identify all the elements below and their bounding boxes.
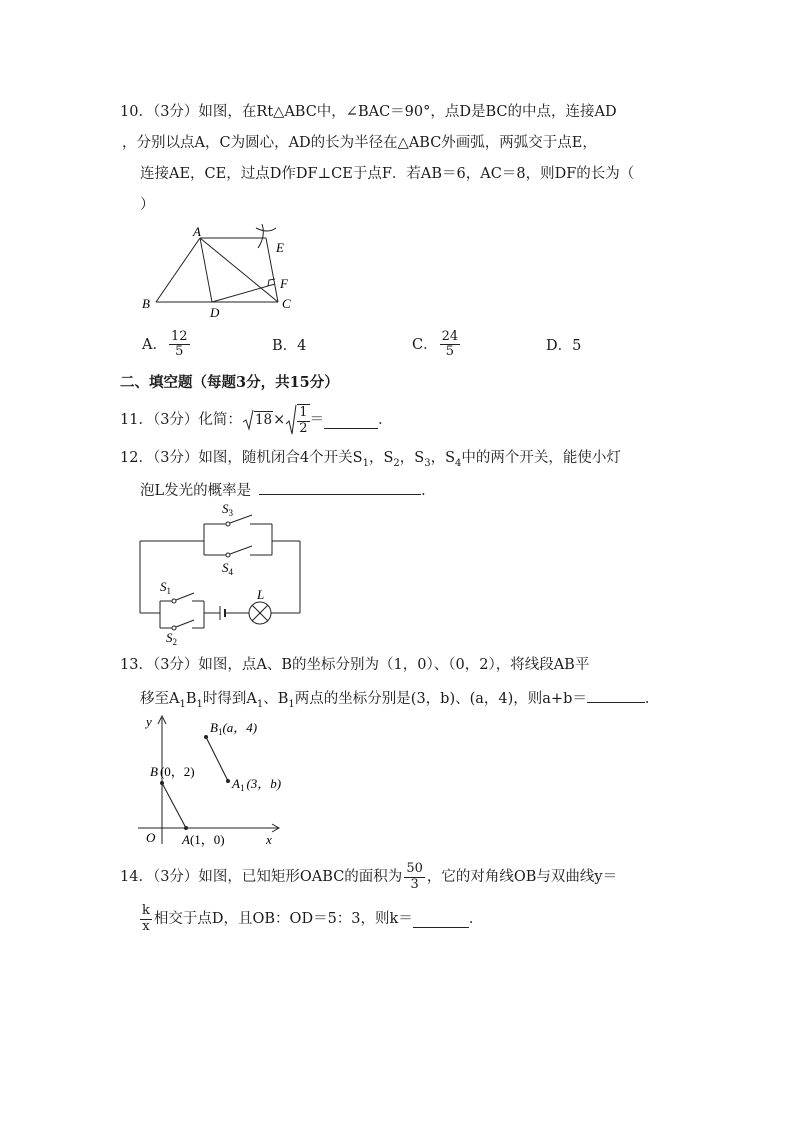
label-A1: $A_1$ (3，b) — [232, 776, 282, 793]
option-c-fraction — [440, 330, 461, 360]
option-a-fraction — [169, 330, 190, 360]
q14-fraction — [404, 862, 425, 892]
q13-line-1: 13．（3分）如图，点A、B的坐标分别为（1，0）、（0，2），将线段AB平 — [120, 657, 590, 673]
arc-2 — [258, 224, 263, 248]
q13-text-b: B — [185, 691, 197, 707]
section-2-heading: 二、填空题（每题3分，共15分） — [120, 374, 339, 391]
point-A — [184, 826, 188, 830]
point-A1 — [226, 779, 230, 783]
q11-equals: ＝ — [309, 412, 325, 428]
q14-end: ． — [468, 911, 484, 927]
option-c-den: 5 — [445, 344, 455, 360]
label-s2: $S_2$ — [166, 630, 177, 646]
label-B: B (0，2) — [150, 764, 195, 779]
s2-contact — [172, 626, 176, 630]
x-den: x — [142, 918, 150, 934]
sub-2: 2 — [393, 457, 400, 469]
switch-s2-blade — [176, 620, 194, 627]
q10-line-3: 连接AE，CE，过点D作DF⊥CE于点F．若AB＝6，AC＝8，则DF的长为（ — [140, 166, 635, 182]
q13-sub-b1b: 1 — [288, 698, 295, 710]
q12-end: ． — [421, 483, 436, 499]
q11-answer-blank[interactable] — [324, 412, 378, 429]
arc-1 — [256, 228, 276, 231]
switch-s3-blade — [230, 515, 252, 523]
switch-s4-blade — [230, 546, 252, 554]
q12-circuit-figure — [130, 498, 310, 646]
segment-AB — [156, 238, 200, 302]
label-s1: $S_1$ — [160, 579, 171, 596]
q13-sub-a1b: 1 — [256, 698, 264, 710]
segment-A1B1 — [206, 737, 228, 781]
q12-line-1 — [120, 447, 621, 475]
label-F: F — [280, 276, 288, 291]
q13-text-c: 时得到A — [202, 691, 257, 707]
label-D: D — [210, 305, 220, 320]
q14-line-2 — [140, 900, 483, 938]
option-a-label: A． — [142, 336, 167, 353]
q10-figure — [130, 222, 310, 322]
q12-text-c: ，S — [399, 450, 425, 466]
sub-1: 1 — [362, 457, 369, 469]
q12-text-2a: 泡L发光的概率是 — [140, 483, 252, 499]
q13-end: ． — [644, 691, 660, 707]
q10-line-1: 10．（3分）如图，在Rt△ABC中，∠BAC＝90°，点D是BC的中点，连接AD — [120, 104, 617, 120]
q11-den: 2 — [299, 420, 308, 436]
label-s4: $S_4$ — [222, 560, 233, 577]
point-B1 — [204, 735, 208, 739]
q12-text-b: ，S — [368, 450, 394, 466]
label-E: E — [276, 240, 284, 255]
q12-text-e: 中的两个开关，能使小灯 — [461, 450, 621, 466]
q11-fraction — [297, 404, 309, 436]
s4-contact — [226, 553, 230, 557]
q13-coordinate-figure — [130, 710, 300, 850]
y-axis-label: y — [146, 714, 152, 729]
label-C: C — [282, 296, 291, 311]
q10-option-c — [412, 330, 462, 360]
segment-DF — [212, 284, 275, 302]
q14-den: 3 — [410, 876, 419, 892]
times-sign: × — [273, 412, 286, 428]
s1-contact — [172, 599, 176, 603]
q10-line-2: ，分别以点A，C为圆心，AD的长为半径在△ABC外画弧，两弧交于点E， — [122, 135, 597, 151]
sub-3: 3 — [424, 457, 431, 469]
q13-text-d: 、B — [263, 691, 289, 707]
q10-line-4: ） — [140, 197, 155, 213]
q14-text-b: ，它的对角线OB与双曲线y＝ — [426, 869, 618, 885]
q11-prefix: 11．（3分）化简： — [120, 412, 242, 428]
label-A: A — [193, 224, 201, 239]
origin-label: O — [146, 830, 156, 845]
k-over-x-fraction — [140, 904, 152, 934]
label-L: L — [257, 587, 265, 602]
option-c-num: 24 — [441, 329, 459, 344]
q11-end: ． — [378, 412, 393, 428]
q10-option-b: B．4 — [272, 338, 307, 354]
switch-s1-blade — [176, 593, 194, 600]
label-s3: $S_3$ — [222, 501, 233, 518]
label-B: B — [142, 296, 150, 311]
k-num: k — [142, 903, 150, 919]
option-a-den: 5 — [175, 344, 184, 360]
q12-answer-blank[interactable] — [259, 478, 421, 495]
q14-line-1 — [120, 858, 617, 896]
option-c-label: C． — [412, 336, 438, 353]
option-a-num: 12 — [170, 329, 188, 344]
q11-line — [120, 402, 393, 438]
q13-text-e: 两点的坐标分别是(3，b)、(a，4)，则a+b＝ — [294, 691, 587, 707]
sqrt-symbol-2 — [285, 404, 297, 436]
q13-answer-blank[interactable] — [587, 686, 645, 703]
sqrt-symbol-1 — [242, 409, 254, 431]
q14-answer-blank[interactable] — [413, 911, 469, 928]
q13-text-a: 移至A — [140, 691, 180, 707]
q10-option-d: D．5 — [546, 338, 582, 354]
s3-contact — [226, 522, 230, 526]
segment-AD — [200, 238, 212, 302]
q12-text-a: 12．（3分）如图，随机闭合4个开关S — [120, 450, 363, 466]
label-B1: $B_1(a$，4) — [210, 720, 258, 737]
point-B — [160, 781, 164, 785]
q10-option-a — [142, 330, 192, 360]
q14-text-2a: 相交于点D，且OB：OD＝5：3，则k＝ — [153, 911, 413, 927]
q11-radicand: 18 — [254, 412, 273, 428]
label-A: A(1，0) — [182, 832, 225, 847]
segment-AB — [162, 783, 186, 828]
q14-text-a: 14．（3分）如图，已知矩形OABC的面积为 — [120, 869, 403, 885]
q12-text-d: ，S — [430, 450, 456, 466]
q14-num: 50 — [406, 861, 423, 877]
q13-sub-b1: 1 — [196, 698, 203, 710]
segment-AC — [200, 238, 278, 302]
q11-num: 1 — [299, 405, 308, 421]
q13-sub-a1: 1 — [179, 698, 186, 710]
sub-4: 4 — [455, 457, 462, 469]
x-axis-label: x — [266, 832, 272, 847]
